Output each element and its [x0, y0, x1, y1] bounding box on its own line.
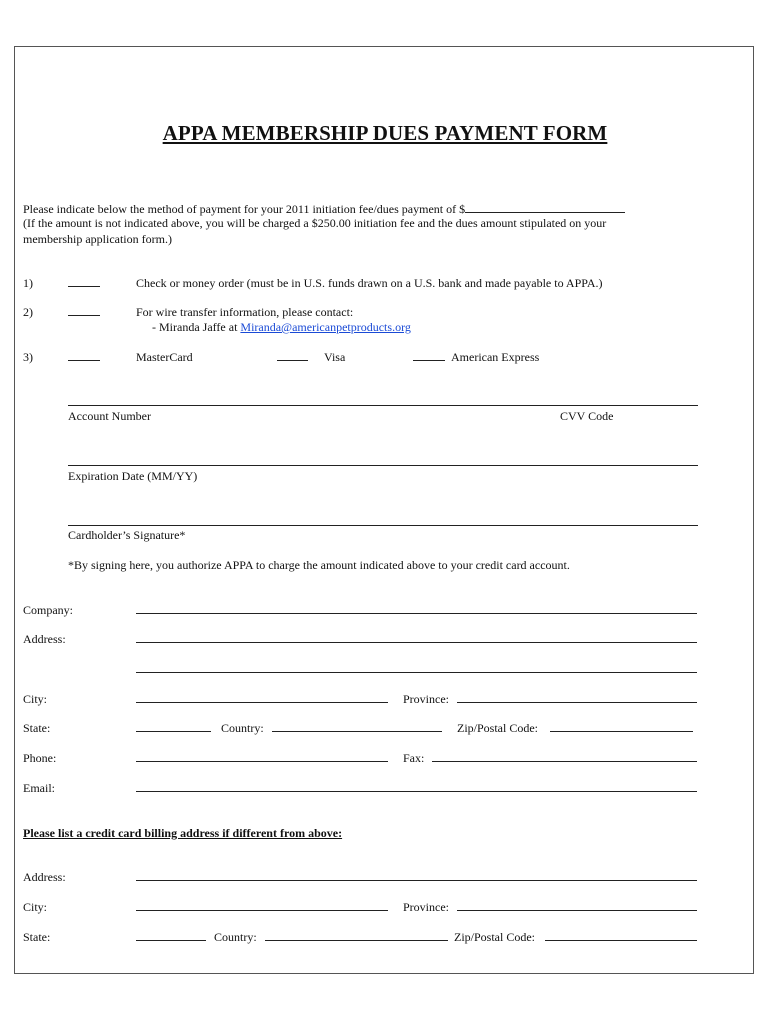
address-field-1[interactable] [136, 642, 697, 643]
city-label: City: [23, 692, 48, 706]
intro-line-3: membership application form.) [23, 232, 172, 246]
billing-address-field[interactable] [136, 880, 697, 881]
province-label: Province: [403, 692, 449, 706]
page-title: APPA MEMBERSHIP DUES PAYMENT FORM [162, 121, 608, 145]
billing-country-field[interactable] [265, 940, 448, 941]
option-3-number: 3) [23, 350, 33, 364]
contact-email-link[interactable]: Miranda@americanpetproducts.org [240, 320, 411, 334]
visa-label: Visa [324, 350, 346, 364]
option-2-contact [152, 320, 411, 334]
billing-heading: Please list a credit card billing address if different from above: [23, 826, 343, 840]
company-field[interactable] [136, 613, 697, 614]
address-field-2[interactable] [136, 672, 697, 673]
billing-province-field[interactable] [457, 910, 697, 911]
intro-text: Please indicate below the method of payment for your 2011 initiation fee/dues payment of $ [23, 202, 466, 216]
zip-label: Zip/Postal Code: [457, 721, 538, 735]
authorization-note: *By signing here, you authorize APPA to charge the amount indicated above to your credit card account. [68, 558, 570, 572]
company-label: Company: [23, 603, 73, 617]
phone-label: Phone: [23, 751, 57, 765]
mastercard-label: MasterCard [136, 350, 193, 364]
option-1-number: 1) [23, 276, 33, 290]
signature-field[interactable] [68, 525, 698, 526]
billing-city-label: City: [23, 900, 48, 914]
province-field[interactable] [457, 702, 697, 703]
billing-state-label: State: [23, 930, 51, 944]
option-2-checkbox[interactable] [68, 315, 100, 316]
amount-field[interactable] [465, 201, 625, 213]
state-label: State: [23, 721, 51, 735]
city-field[interactable] [136, 702, 388, 703]
option-3-checkbox[interactable] [68, 360, 100, 361]
billing-province-label: Province: [403, 900, 449, 914]
option-2-number: 2) [23, 305, 33, 319]
country-field[interactable] [272, 731, 442, 732]
fax-field[interactable] [432, 761, 697, 762]
billing-zip-field[interactable] [545, 940, 697, 941]
expiration-label: Expiration Date (MM/YY) [68, 469, 198, 483]
option-2-text: For wire transfer information, please contact: [136, 305, 354, 319]
phone-field[interactable] [136, 761, 388, 762]
account-number-field[interactable] [68, 405, 698, 406]
amex-checkbox[interactable] [413, 360, 445, 361]
contact-prefix: - Miranda Jaffe at [152, 320, 238, 334]
fax-label: Fax: [403, 751, 425, 765]
address-label: Address: [23, 632, 66, 646]
state-field[interactable] [136, 731, 211, 732]
option-1-text: Check or money order (must be in U.S. funds drawn on a U.S. bank and made payable to APPA.) [136, 276, 603, 290]
billing-address-label: Address: [23, 870, 66, 884]
option-1-checkbox[interactable] [68, 286, 100, 287]
cvv-label: CVV Code [560, 409, 614, 423]
billing-city-field[interactable] [136, 910, 388, 911]
intro-line-2: (If the amount is not indicated above, you will be charged a $250.00 initiation fee and the dues amount stipulated on your [23, 216, 607, 230]
country-label: Country: [221, 721, 264, 735]
billing-state-field[interactable] [136, 940, 206, 941]
account-number-label: Account Number [68, 409, 151, 423]
email-label: Email: [23, 781, 55, 795]
amex-label: American Express [451, 350, 540, 364]
billing-zip-label: Zip/Postal Code: [454, 930, 535, 944]
email-field[interactable] [136, 791, 697, 792]
visa-checkbox[interactable] [277, 360, 308, 361]
expiration-field[interactable] [68, 465, 698, 466]
signature-label: Cardholder’s Signature* [68, 528, 186, 542]
billing-country-label: Country: [214, 930, 257, 944]
zip-field[interactable] [550, 731, 693, 732]
intro-line-1 [23, 201, 625, 216]
